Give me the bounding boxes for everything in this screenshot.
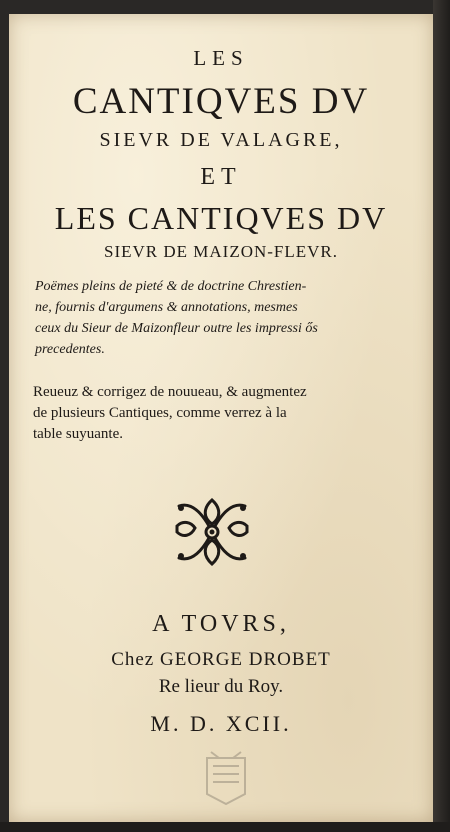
library-stamp-icon <box>201 748 251 810</box>
imprint-role: Re lieur du Roy. <box>158 676 284 697</box>
title-line-valagre: SIEVR DE VALAGRE, <box>99 129 343 151</box>
description-line: Poëmes pleins de pieté & de doctrine Chrestien- <box>35 279 307 294</box>
title-line-les: LES <box>193 46 249 70</box>
title-page <box>9 14 433 822</box>
imprint-publisher: Chez GEORGE DROBET <box>111 649 331 670</box>
imprint-place: A TOVRS, <box>152 611 290 637</box>
description-line: ceux du Sieur de Maizonfleur outre les impressi ős <box>35 321 318 336</box>
description-line: precedentes. <box>35 342 105 357</box>
title-line-cantiques-2: LES CANTIQVES DV <box>54 200 388 236</box>
description-line: ne, fournis d'argumens & annotations, mesmes <box>35 300 298 315</box>
revision-note <box>33 382 413 445</box>
title-line-et: ET <box>200 164 242 190</box>
note-line: de plusieurs Cantiques, comme verrez à la <box>33 405 287 421</box>
note-line: Reueuz & corrigez de nouueau, & augmentez <box>33 384 307 400</box>
title-line-maizonfleur: SIEVR DE MAIZON-FLEVR. <box>103 242 339 261</box>
imprint-year: M. D. XCII. <box>150 711 292 736</box>
scanner-edge-right <box>433 0 450 832</box>
title-line-cantiques: CANTIQVES DV <box>72 81 370 122</box>
description-paragraph <box>35 276 410 360</box>
note-line: table suyuante. <box>33 426 123 442</box>
scanner-edge-bottom <box>0 822 450 832</box>
printers-ornament-icon <box>173 496 251 568</box>
